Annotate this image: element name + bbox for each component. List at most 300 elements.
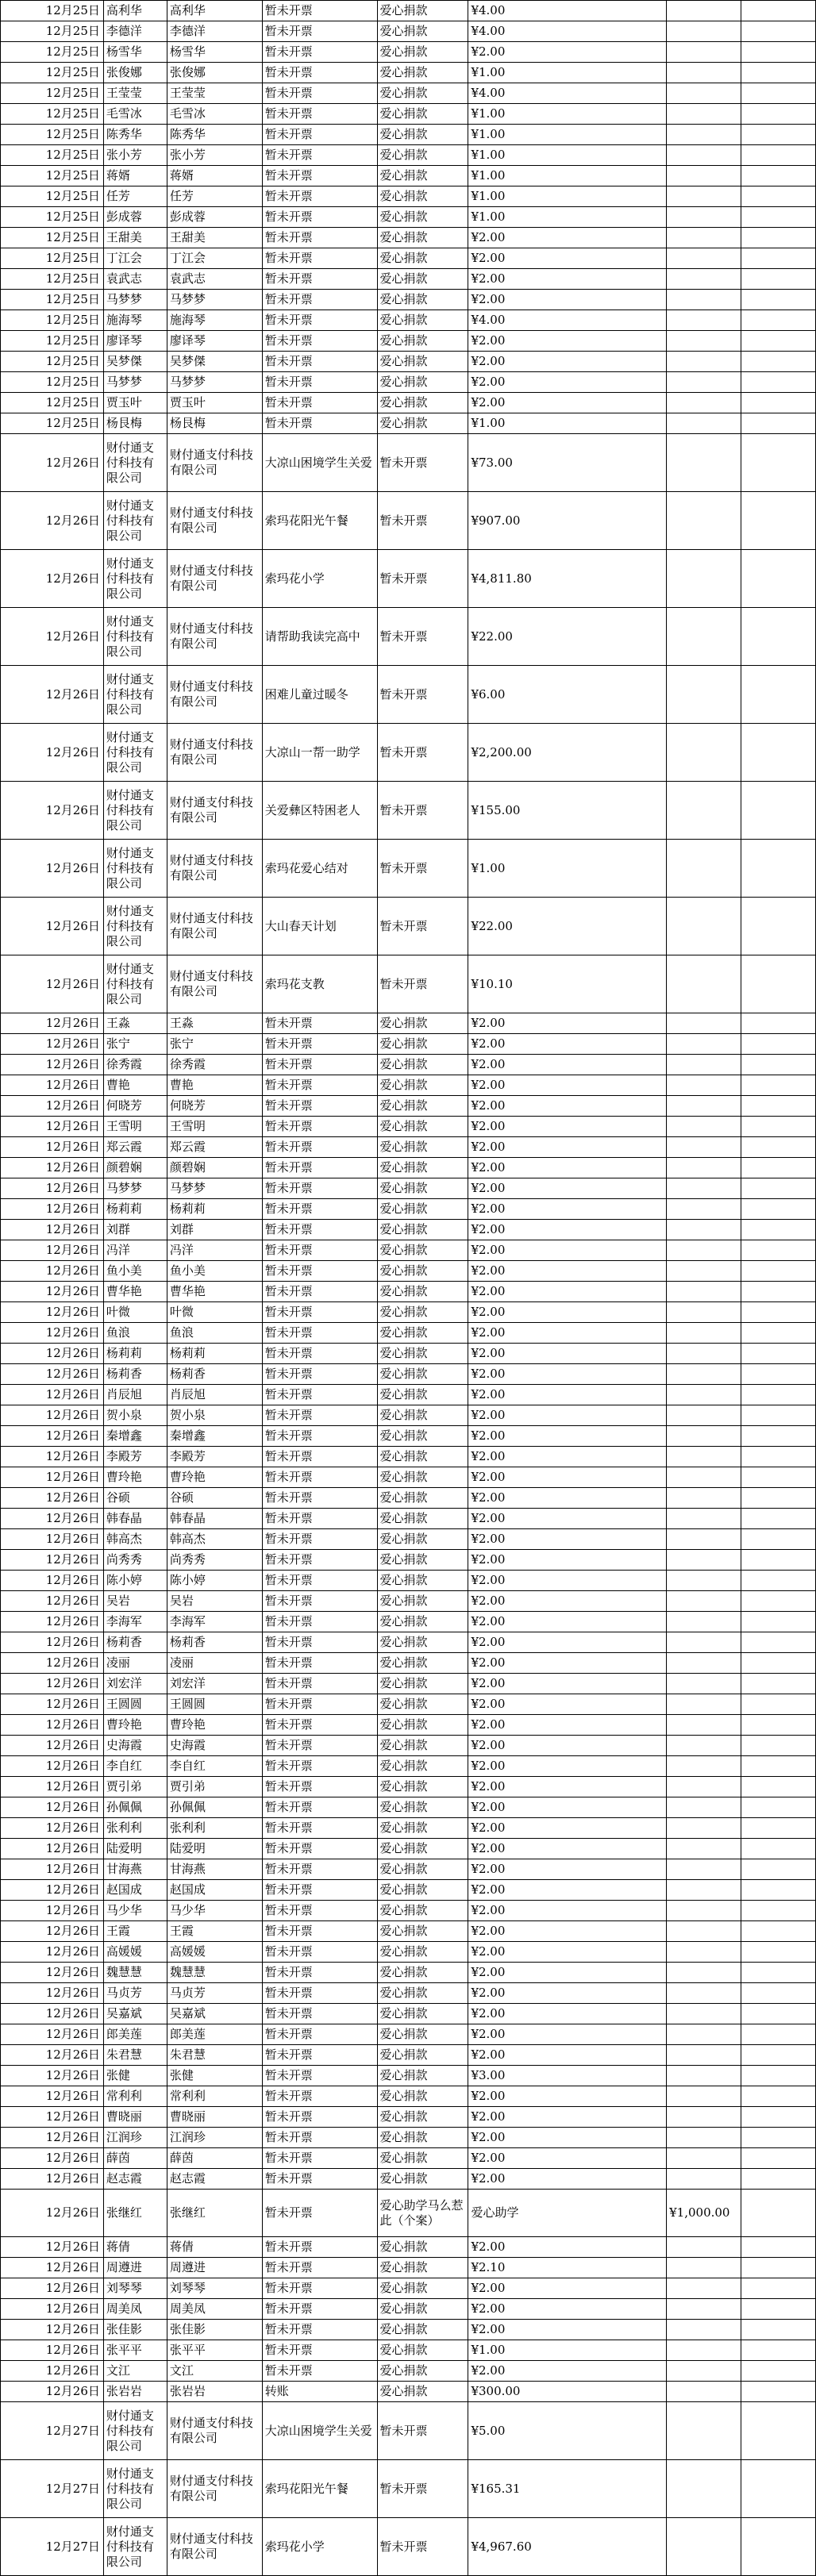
empty-cell <box>741 2340 816 2361</box>
amount-cell: ¥1.00 <box>468 207 667 228</box>
donor-cell: 颜碧娴 <box>103 1158 167 1178</box>
payer-cell: 甘海燕 <box>167 1859 262 1880</box>
empty-cell <box>667 1591 741 1612</box>
invoice-cell: 暂未开票 <box>262 2190 377 2237</box>
date-cell: 12月25日 <box>1 42 104 63</box>
donor-cell: 马梦梦 <box>103 290 167 310</box>
empty-cell <box>667 1426 741 1447</box>
table-row <box>1 1901 816 1921</box>
donor-cell: 财付通支付科技有限公司 <box>103 840 167 898</box>
invoice-cell: 暂未开票 <box>262 1736 377 1756</box>
donor-cell: 刘宏洋 <box>103 1674 167 1694</box>
purpose-cell: 爱心捐款 <box>377 2361 468 2382</box>
empty-cell <box>741 1158 816 1178</box>
date-cell: 12月26日 <box>1 1282 104 1302</box>
date-cell: 12月27日 <box>1 2460 104 2518</box>
invoice-cell: 暂未开票 <box>262 1302 377 1323</box>
payer-cell: 张小芳 <box>167 145 262 166</box>
empty-cell <box>741 2382 816 2402</box>
invoice-cell: 暂未开票 <box>262 83 377 104</box>
table-row <box>1 1096 816 1117</box>
payer-cell: 叶微 <box>167 1302 262 1323</box>
payer-cell: 彭成蓉 <box>167 207 262 228</box>
empty-cell <box>741 2128 816 2148</box>
payer-cell: 张利利 <box>167 1818 262 1839</box>
payer-cell: 常利利 <box>167 2086 262 2107</box>
amount-cell: ¥1.00 <box>468 125 667 145</box>
empty-cell <box>667 1344 741 1364</box>
invoice-cell: 暂未开票 <box>262 1158 377 1178</box>
payer-cell: 任芳 <box>167 186 262 207</box>
empty-cell <box>741 1963 816 1983</box>
project-cell: 索玛花小学 <box>262 2518 377 2576</box>
empty-cell <box>741 550 816 608</box>
date-cell: 12月26日 <box>1 1302 104 1323</box>
empty-cell <box>741 1467 816 1488</box>
payer-cell: 周遵进 <box>167 2258 262 2278</box>
donor-cell: 彭成蓉 <box>103 207 167 228</box>
payer-cell: 史海霞 <box>167 1736 262 1756</box>
amount-cell: ¥2.00 <box>468 1447 667 1467</box>
invoice-cell: 暂未开票 <box>262 145 377 166</box>
payer-cell: 刘宏洋 <box>167 1674 262 1694</box>
table-row <box>1 83 816 104</box>
payer-cell: 张佳影 <box>167 2320 262 2340</box>
empty-cell <box>741 1323 816 1344</box>
table-row <box>1 1405 816 1426</box>
amount-cell: ¥2.00 <box>468 1302 667 1323</box>
amount-cell: ¥3.00 <box>468 2066 667 2086</box>
empty-cell <box>667 1117 741 1137</box>
donor-cell: 郑云霞 <box>103 1137 167 1158</box>
table-row <box>1 2320 816 2340</box>
payer-cell: 吴岩 <box>167 1591 262 1612</box>
empty-cell <box>667 1756 741 1777</box>
donor-cell: 曹晓丽 <box>103 2107 167 2128</box>
payer-cell: 吴嘉斌 <box>167 2004 262 2024</box>
table-row <box>1 2278 816 2299</box>
empty-cell <box>667 898 741 955</box>
amount-cell: ¥2,200.00 <box>468 724 667 782</box>
date-cell: 12月26日 <box>1 2382 104 2402</box>
table-row <box>1 1653 816 1674</box>
empty-cell <box>667 1921 741 1942</box>
empty-cell <box>667 290 741 310</box>
payer-cell: 王甜美 <box>167 228 262 248</box>
donor-cell: 李海军 <box>103 1612 167 1632</box>
table-row <box>1 1447 816 1467</box>
empty-cell <box>667 2320 741 2340</box>
table-row <box>1 2004 816 2024</box>
date-cell: 12月26日 <box>1 1859 104 1880</box>
table-row <box>1 898 816 955</box>
invoice-cell: 暂未开票 <box>262 42 377 63</box>
invoice-cell: 暂未开票 <box>262 2169 377 2190</box>
amount-cell: ¥2.00 <box>468 2278 667 2299</box>
donor-cell: 张健 <box>103 2066 167 2086</box>
empty-cell <box>741 1199 816 1220</box>
invoice-cell: 暂未开票 <box>262 2045 377 2066</box>
purpose-cell: 爱心捐款 <box>377 2107 468 2128</box>
date-cell: 12月26日 <box>1 1571 104 1591</box>
empty-cell <box>667 2128 741 2148</box>
table-row <box>1 1055 816 1075</box>
empty-cell <box>741 1797 816 1818</box>
payer-cell: 蒋婿 <box>167 166 262 186</box>
invoice-cell: 暂未开票 <box>377 608 468 666</box>
payer-cell: 周美凤 <box>167 2299 262 2320</box>
table-row <box>1 2340 816 2361</box>
donor-cell: 史海霞 <box>103 1736 167 1756</box>
table-row <box>1 1282 816 1302</box>
date-cell: 12月26日 <box>1 1715 104 1736</box>
table-row <box>1 1736 816 1756</box>
table-row <box>1 2107 816 2128</box>
donor-cell: 马少华 <box>103 1901 167 1921</box>
invoice-cell: 暂未开票 <box>377 550 468 608</box>
empty-cell <box>741 1261 816 1282</box>
date-cell: 12月25日 <box>1 104 104 125</box>
date-cell: 12月26日 <box>1 1364 104 1385</box>
empty-cell <box>667 1901 741 1921</box>
invoice-cell: 暂未开票 <box>262 1385 377 1405</box>
purpose-cell: 爱心捐款 <box>377 1674 468 1694</box>
empty-cell <box>741 1240 816 1261</box>
amount-cell: ¥2.00 <box>468 1364 667 1385</box>
table-row <box>1 840 816 898</box>
invoice-cell: 暂未开票 <box>262 393 377 413</box>
purpose-cell: 爱心捐款 <box>377 1963 468 1983</box>
payer-cell: 谷硕 <box>167 1488 262 1509</box>
table-row <box>1 1756 816 1777</box>
donor-cell: 刘琴琴 <box>103 2278 167 2299</box>
date-cell: 12月26日 <box>1 1426 104 1447</box>
project-cell: 索玛花阳光午餐 <box>262 492 377 550</box>
empty-cell <box>741 1034 816 1055</box>
donor-cell: 何晓芳 <box>103 1096 167 1117</box>
payer-cell: 蒋倩 <box>167 2237 262 2258</box>
payer-cell: 财付通支付科技有限公司 <box>167 955 262 1013</box>
empty-cell <box>741 2066 816 2086</box>
invoice-cell: 暂未开票 <box>262 2148 377 2169</box>
empty-cell <box>667 228 741 248</box>
donor-cell: 刘群 <box>103 1220 167 1240</box>
project-cell: 关爱彝区特困老人 <box>262 782 377 840</box>
empty-cell <box>741 1715 816 1736</box>
purpose-cell: 爱心捐款 <box>377 1591 468 1612</box>
empty-cell <box>741 2299 816 2320</box>
date-cell: 12月26日 <box>1 1632 104 1653</box>
table-row <box>1 2086 816 2107</box>
payer-cell: 江润珍 <box>167 2128 262 2148</box>
amount-cell: ¥2.00 <box>468 372 667 393</box>
donor-cell: 曹玲艳 <box>103 1715 167 1736</box>
amount-cell: ¥2.00 <box>468 1426 667 1447</box>
table-row <box>1 63 816 83</box>
empty-cell <box>667 166 741 186</box>
invoice-cell: 暂未开票 <box>262 2299 377 2320</box>
invoice-cell: 暂未开票 <box>377 2460 468 2518</box>
table-row <box>1 724 816 782</box>
amount-cell: ¥2.00 <box>468 1550 667 1571</box>
empty-cell <box>741 2518 816 2576</box>
table-row <box>1 1921 816 1942</box>
payer-cell: 曹艳 <box>167 1075 262 1096</box>
donor-cell: 财付通支付科技有限公司 <box>103 2460 167 2518</box>
project-cell: 索玛花爱心结对 <box>262 840 377 898</box>
invoice-cell: 暂未开票 <box>262 1096 377 1117</box>
invoice-cell: 暂未开票 <box>262 1 377 21</box>
purpose-cell: 爱心捐款 <box>377 2340 468 2361</box>
empty-cell <box>741 898 816 955</box>
table-row <box>1 1261 816 1282</box>
empty-cell <box>667 1240 741 1261</box>
purpose-cell: 爱心捐款 <box>377 1509 468 1529</box>
table-row <box>1 2361 816 2382</box>
donor-cell: 鱼浪 <box>103 1323 167 1344</box>
empty-cell <box>667 2148 741 2169</box>
amount-cell: ¥73.00 <box>468 434 667 492</box>
payer-cell: 杨莉香 <box>167 1632 262 1653</box>
amount-cell: ¥2.00 <box>468 1571 667 1591</box>
date-cell: 12月25日 <box>1 290 104 310</box>
table-row <box>1 1220 816 1240</box>
invoice-cell: 暂未开票 <box>262 2024 377 2045</box>
purpose-cell: 爱心捐款 <box>377 1344 468 1364</box>
table-row <box>1 1550 816 1571</box>
empty-cell <box>667 550 741 608</box>
payer-cell: 赵志霞 <box>167 2169 262 2190</box>
table-row <box>1 125 816 145</box>
amount-cell: ¥2.00 <box>468 1240 667 1261</box>
amount-cell: ¥2.00 <box>468 2128 667 2148</box>
donor-cell: 陆爱明 <box>103 1839 167 1859</box>
table-row <box>1 955 816 1013</box>
purpose-cell: 爱心捐款 <box>377 1178 468 1199</box>
payer-cell: 财付通支付科技有限公司 <box>167 666 262 724</box>
table-row <box>1 2518 816 2576</box>
amount-cell: ¥2.00 <box>468 1178 667 1199</box>
empty-cell <box>741 1612 816 1632</box>
amount-cell: ¥2.00 <box>468 1509 667 1529</box>
empty-cell <box>741 1694 816 1715</box>
invoice-cell: 暂未开票 <box>262 1364 377 1385</box>
table-row <box>1 1075 816 1096</box>
date-cell: 12月26日 <box>1 2190 104 2237</box>
donor-cell: 杨莉莉 <box>103 1199 167 1220</box>
payer-cell: 张平平 <box>167 2340 262 2361</box>
donor-cell: 马贞芳 <box>103 1983 167 2004</box>
empty-cell <box>741 331 816 352</box>
amount-cell: ¥2.00 <box>468 2148 667 2169</box>
date-cell: 12月26日 <box>1 2278 104 2299</box>
table-row <box>1 492 816 550</box>
date-cell: 12月26日 <box>1 2024 104 2045</box>
payer-cell: 杨艮梅 <box>167 413 262 434</box>
payer-cell: 财付通支付科技有限公司 <box>167 492 262 550</box>
amount-cell: ¥2.00 <box>468 1736 667 1756</box>
amount-cell: ¥2.00 <box>468 269 667 290</box>
date-cell: 12月26日 <box>1 1818 104 1839</box>
payer-cell: 吴梦傑 <box>167 352 262 372</box>
empty-cell <box>667 955 741 1013</box>
invoice-cell: 暂未开票 <box>377 898 468 955</box>
empty-cell <box>667 1880 741 1901</box>
donor-cell: 财付通支付科技有限公司 <box>103 666 167 724</box>
empty-cell <box>741 1385 816 1405</box>
invoice-cell: 暂未开票 <box>262 1178 377 1199</box>
table-row <box>1 207 816 228</box>
payer-cell: 王莹莹 <box>167 83 262 104</box>
payer-cell: 李德洋 <box>167 21 262 42</box>
amount-cell: ¥2.00 <box>468 1715 667 1736</box>
amount-cell: ¥2.00 <box>468 1756 667 1777</box>
purpose-cell: 爱心捐款 <box>377 248 468 269</box>
amount-cell: ¥2.00 <box>468 1467 667 1488</box>
amount-cell: ¥2.00 <box>468 290 667 310</box>
payer-cell: 贾引弟 <box>167 1777 262 1797</box>
table-row <box>1 2190 816 2237</box>
table-row <box>1 2148 816 2169</box>
invoice-cell: 暂未开票 <box>262 2258 377 2278</box>
amount-cell: ¥2.00 <box>468 2045 667 2066</box>
empty-cell <box>741 2258 816 2278</box>
amount-cell: ¥1.00 <box>468 2340 667 2361</box>
empty-cell <box>667 2024 741 2045</box>
donor-cell: 薛茵 <box>103 2148 167 2169</box>
empty-cell <box>667 782 741 840</box>
empty-cell <box>741 1921 816 1942</box>
table-row <box>1 1364 816 1385</box>
empty-cell <box>741 492 816 550</box>
payer-cell: 郑云霞 <box>167 1137 262 1158</box>
empty-cell <box>667 393 741 413</box>
payer-cell: 李自红 <box>167 1756 262 1777</box>
empty-cell <box>741 1736 816 1756</box>
payer-cell: 魏慧慧 <box>167 1963 262 1983</box>
date-cell: 12月25日 <box>1 207 104 228</box>
amount-cell: ¥2.00 <box>468 1942 667 1963</box>
purpose-cell: 爱心捐款 <box>377 1467 468 1488</box>
purpose-cell: 爱心捐款 <box>377 1818 468 1839</box>
payer-cell: 马少华 <box>167 1901 262 1921</box>
table-row <box>1 2024 816 2045</box>
table-row <box>1 1715 816 1736</box>
donor-cell: 马梦梦 <box>103 1178 167 1199</box>
donor-cell: 谷硕 <box>103 1488 167 1509</box>
donor-cell: 叶微 <box>103 1302 167 1323</box>
date-cell: 12月26日 <box>1 434 104 492</box>
project-cell: 索玛花小学 <box>262 550 377 608</box>
project-cell: 索玛花阳光午餐 <box>262 2460 377 2518</box>
date-cell: 12月26日 <box>1 1096 104 1117</box>
payer-cell: 刘群 <box>167 1220 262 1240</box>
purpose-cell: 爱心捐款 <box>377 1302 468 1323</box>
donor-cell: 张小芳 <box>103 145 167 166</box>
empty-cell <box>741 2190 816 2237</box>
invoice-cell: 暂未开票 <box>262 248 377 269</box>
empty-cell <box>741 1632 816 1653</box>
amount-cell: ¥2.00 <box>468 228 667 248</box>
invoice-cell: 暂未开票 <box>262 1880 377 1901</box>
purpose-cell: 爱心捐款 <box>377 1529 468 1550</box>
donor-cell: 张平平 <box>103 2340 167 2361</box>
empty-cell <box>667 492 741 550</box>
donor-cell: 王淼 <box>103 1013 167 1034</box>
empty-cell <box>741 2045 816 2066</box>
purpose-cell: 爱心助学 <box>468 2190 667 2237</box>
empty-cell <box>667 1777 741 1797</box>
invoice-cell: 暂未开票 <box>262 1405 377 1426</box>
invoice-cell: 暂未开票 <box>377 492 468 550</box>
date-cell: 12月26日 <box>1 2340 104 2361</box>
amount-cell: ¥4.00 <box>468 1 667 21</box>
purpose-cell: 爱心捐款 <box>377 1942 468 1963</box>
empty-cell <box>667 310 741 331</box>
donor-cell: 李殿芳 <box>103 1447 167 1467</box>
payer-cell: 施海琴 <box>167 310 262 331</box>
empty-cell <box>741 83 816 104</box>
empty-cell <box>667 666 741 724</box>
payer-cell: 丁江会 <box>167 248 262 269</box>
date-cell: 12月26日 <box>1 1117 104 1137</box>
date-cell: 12月26日 <box>1 2128 104 2148</box>
invoice-cell: 暂未开票 <box>262 1715 377 1736</box>
table-row <box>1 1034 816 1055</box>
table-row <box>1 1591 816 1612</box>
empty-cell <box>667 125 741 145</box>
empty-cell <box>741 1075 816 1096</box>
payer-cell: 鱼浪 <box>167 1323 262 1344</box>
payer-cell: 财付通支付科技有限公司 <box>167 724 262 782</box>
donor-cell: 周美凤 <box>103 2299 167 2320</box>
date-cell: 12月26日 <box>1 840 104 898</box>
date-cell: 12月25日 <box>1 372 104 393</box>
empty-cell <box>667 1550 741 1571</box>
table-row <box>1 1302 816 1323</box>
purpose-cell: 爱心捐款 <box>377 1055 468 1075</box>
purpose-cell: 爱心捐款 <box>377 2382 468 2402</box>
amount-cell: ¥2.00 <box>468 1199 667 1220</box>
invoice-cell: 暂未开票 <box>377 782 468 840</box>
empty-cell <box>667 1529 741 1550</box>
invoice-cell: 暂未开票 <box>377 955 468 1013</box>
purpose-cell: 爱心捐款 <box>377 1983 468 2004</box>
purpose-cell: 爱心捐款 <box>377 1921 468 1942</box>
invoice-cell: 暂未开票 <box>262 290 377 310</box>
purpose-cell: 爱心捐款 <box>377 352 468 372</box>
amount-cell: ¥22.00 <box>468 898 667 955</box>
date-cell: 12月26日 <box>1 2320 104 2340</box>
empty-cell <box>667 1859 741 1880</box>
donor-cell: 财付通支付科技有限公司 <box>103 898 167 955</box>
donor-cell: 韩高杰 <box>103 1529 167 1550</box>
date-cell: 12月26日 <box>1 2045 104 2066</box>
purpose-cell: 爱心捐款 <box>377 42 468 63</box>
table-row <box>1 104 816 125</box>
empty-cell <box>667 1797 741 1818</box>
payer-cell: 贾玉叶 <box>167 393 262 413</box>
donor-cell: 王莹莹 <box>103 83 167 104</box>
invoice-cell: 暂未开票 <box>262 2361 377 2382</box>
date-cell: 12月25日 <box>1 331 104 352</box>
donor-cell: 朱君慧 <box>103 2045 167 2066</box>
payer-cell: 李殿芳 <box>167 1447 262 1467</box>
invoice-cell: 暂未开票 <box>262 186 377 207</box>
empty-cell <box>667 413 741 434</box>
purpose-cell: 爱心捐款 <box>377 1859 468 1880</box>
payer-cell: 韩高杰 <box>167 1529 262 1550</box>
